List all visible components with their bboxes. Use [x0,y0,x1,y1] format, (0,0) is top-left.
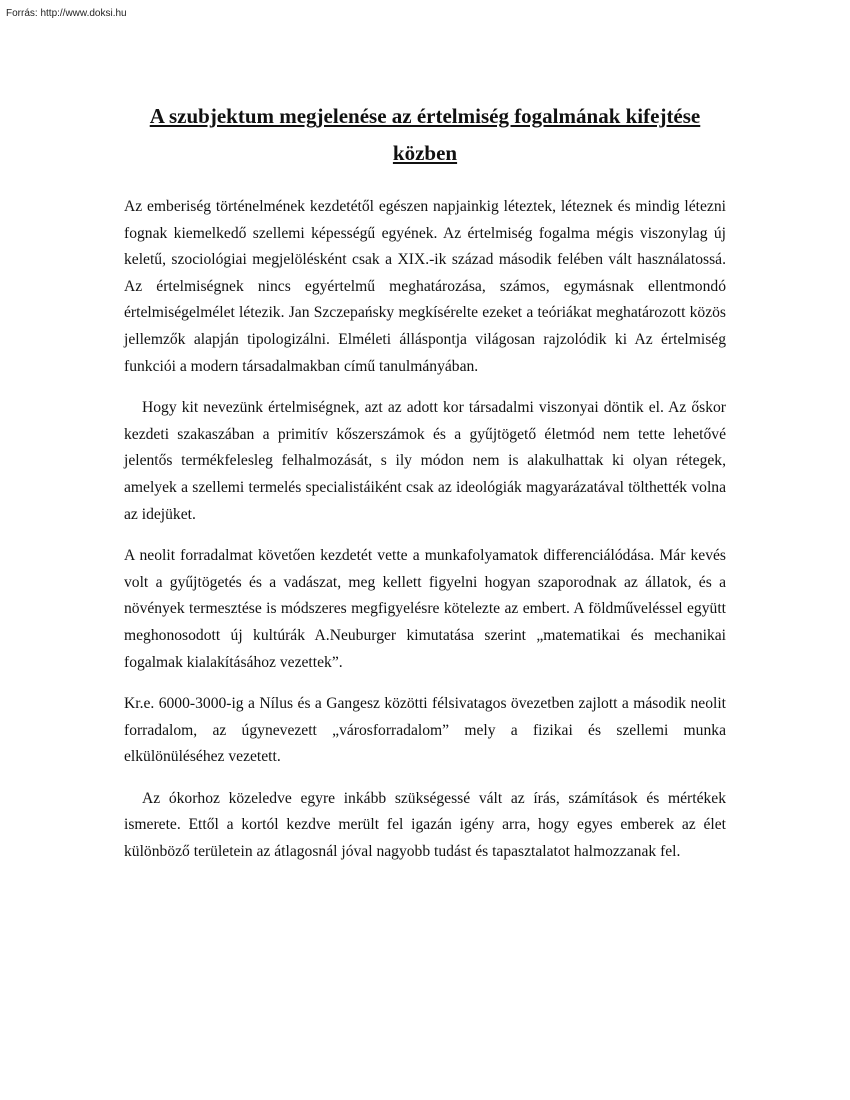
title-line-1: A szubjektum megjelenése az értelmiség fogalmának kifejtése [149,104,701,128]
paragraph-1: Az emberiség történelmének kezdetétől egészen napjainkig léteztek, léteznek és mindig létezni fognak kiemelkedő szellemi képességű egyének. Az értelmiség fogalma mégis viszonylag új keletű, szociológiai megjelölésként csak a XIX.-ik század második felében vált használatossá. Az értelmiségnek nincs egyértelmű meghatározása, számos, egymásnak ellentmondó értelmiségelmélet létezik. Jan Szczepańsky megkísérelte ezeket a teóriákat meghatározott közös jellemzők alapján tipologizálni. Elméleti álláspontja világosan rajzolódik ki Az értelmiség funkciói a modern társadalmakban című tanulmányában. [124,198,726,375]
source-label: Forrás: http://www.doksi.hu [6,8,127,19]
paragraph-2: Hogy kit nevezünk értelmiségnek, azt az adott kor társadalmi viszonyai döntik el. Az őskor kezdeti szakaszában a primitív kőszerszámok és a gyűjtögető életmód nem tette lehetővé jelentős termékfelesleg felhalmozását, s ily módon nem is alakulhattak ki olyan rétegek, amelyek a szellemi termelés specialistáiként csak az ideológiák magyarázatával tölthették volna az idejüket. [124,399,726,523]
paragraph-5: Az ókorhoz közeledve egyre inkább szükségessé vált az írás, számítások és mértékek ismerete. Ettől a kortól kezdve merült fel igazán igény arra, hogy egyes emberek az élet különböző területein az átlagosnál jóval nagyobb tudást és tapasztalatot halmozzanak fel. [124,789,726,861]
title-line-2: közben [392,141,458,165]
paragraph-4: Kr.e. 6000-3000-ig a Nílus és a Gangesz közötti félsivatagos övezetben zajlott a második neolit forradalom, az úgynevezett „városforradalom” mely a fizikai és szellemi munka elkülönüléséhez vezetett. [124,695,726,766]
document-body [124,194,726,881]
paragraph-3: A neolit forradalmat követően kezdetét vette a munkafolyamatok differenciálódása. Már kevés volt a gyűjtögetés és a vadászat, meg kellett figyelni hogyan szaporodnak az állatok, és a növények termesztése is módszeres megfigyelésre kötelezte az embert. A földműveléssel együtt meghonosodott új kultúrák A.Neuburger kimutatása szerint „matematikai és mechanikai fogalmak kialakításához vezettek”. [124,547,726,671]
page-title [120,98,730,172]
